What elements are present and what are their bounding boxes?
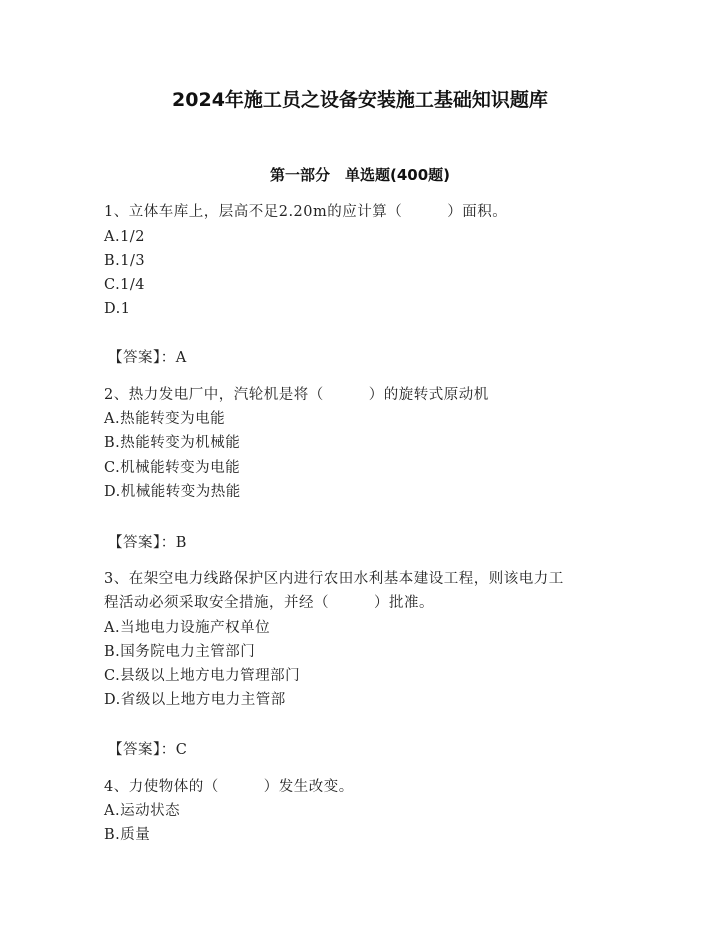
question-1-option-a: A.1/2 [104, 229, 145, 245]
question-4-stem: 4、力使物体的（ ）发生改变。 [104, 779, 354, 795]
question-2-option-a: A.热能转变为电能 [104, 411, 226, 427]
question-2-answer: 【答案】：B [108, 535, 187, 551]
question-2-option-c: C.机械能转变为电能 [104, 460, 241, 476]
question-1-option-d: D.1 [104, 301, 131, 317]
question-3-option-b: B.国务院电力主管部门 [104, 644, 256, 660]
page-title: 2024年施工员之设备安装施工基础知识题库 [172, 89, 548, 111]
question-4-option-a: A.运动状态 [104, 803, 181, 819]
question-1-answer: 【答案】：A [108, 350, 187, 366]
question-2-stem: 2、热力发电厂中，汽轮机是将（ ）的旋转式原动机 [104, 387, 489, 403]
question-3-stem-line-1: 3、在架空电力线路保护区内进行农田水利基本建设工程，则该电力工 [104, 571, 564, 587]
question-1-stem: 1、立体车库上，层高不足2.20m的应计算（ ）面积。 [104, 204, 508, 220]
question-1-option-b: B.1/3 [104, 253, 146, 269]
section-title: 第一部分 单选题(400题) [269, 166, 451, 184]
question-1-option-c: C.1/4 [104, 277, 146, 293]
question-3-option-d: D.省级以上地方电力主管部 [104, 692, 286, 708]
question-2-option-b: B.热能转变为机械能 [104, 435, 241, 451]
question-3-option-c: C.县级以上地方电力管理部门 [104, 668, 301, 684]
question-3-answer: 【答案】：C [108, 742, 188, 758]
question-2-option-d: D.机械能转变为热能 [104, 484, 241, 500]
question-4-option-b: B.质量 [104, 827, 151, 843]
question-3-option-a: A.当地电力设施产权单位 [104, 620, 271, 636]
question-3-stem-line-2: 程活动必须采取安全措施，并经（ ）批准。 [104, 595, 434, 611]
